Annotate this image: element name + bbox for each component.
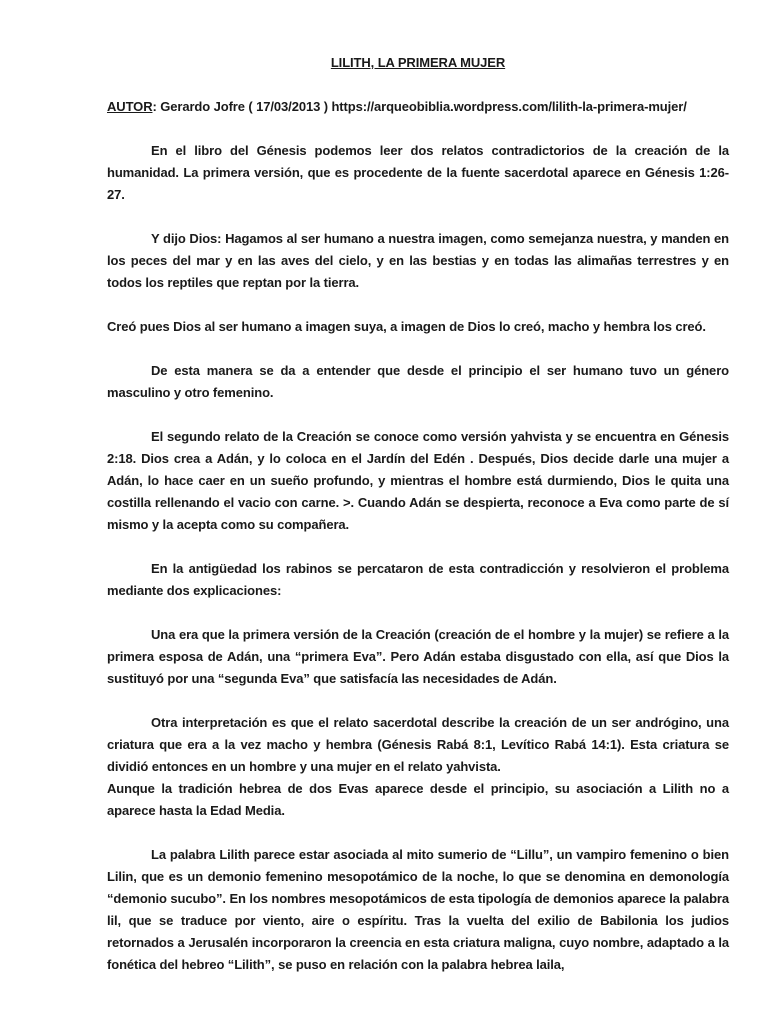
- paragraph-androgynous: Otra interpretación es que el relato sacerdotal describe la creación de un ser andrógino, una criatura que era a la vez macho y hembra (Génesis Rabá 8:1, Levítico Rabá 14:1). Esta criatura se dividió entonces en un hombre y una mujer en el relato yahvista.: [107, 715, 729, 774]
- author-label: AUTOR: [107, 99, 153, 114]
- author-details: : Gerardo Jofre ( 17/03/2013 ) https://arqueobiblia.wordpress.com/lilith-la-primera-mujer/: [152, 99, 687, 114]
- paragraph-lillu: La palabra Lilith parece estar asociada al mito sumerio de “Lillu”, un vampiro femenino o bien Lilin, que es un demonio femenino mesopotámico de la noche, lo que se denomina en demonología “demonio sucubo”. En los nombres mesopotámicos de esta tipología de demonios aparece la palabra lil, que se traduce por viento, aire o espíritu. Tras la vuelta del exilio de Babilonia los judios retornados a Jerusalén incorporaron la creencia en esta criatura maligna, cuyo nombre, adaptado a la fonética del hebreo “Lilith”, se puso en relación con la palabra hebrea laila,: [107, 847, 729, 972]
- paragraph-two-eves: Aunque la tradición hebrea de dos Evas aparece desde el principio, su asociación a Lilith no a aparece hasta la Edad Media.: [107, 781, 729, 818]
- paragraph-gender: De esta manera se da a entender que desde el principio el ser humano tuvo un género masculino y otro femenino.: [107, 363, 729, 400]
- paragraph-creation-quote: Creó pues Dios al ser humano a imagen suya, a imagen de Dios lo creó, macho y hembra los creó.: [107, 319, 706, 334]
- paragraph-genesis-intro: En el libro del Génesis podemos leer dos relatos contradictorios de la creación de la humanidad. La primera versión, que es procedente de la fuente sacerdotal aparece en Génesis 1:26-27.: [107, 143, 729, 202]
- paragraph-rabbis: En la antigüedad los rabinos se percataron de esta contradicción y resolvieron el problema mediante dos explicaciones:: [107, 561, 729, 598]
- document-title: LILITH, LA PRIMERA MUJER: [330, 55, 506, 70]
- paragraph-first-eve: Una era que la primera versión de la Creación (creación de el hombre y la mujer) se refiere a la primera esposa de Adán, una “primera Eva”. Pero Adán estaba disgustado con ella, así que Dios la sustituyó por una “segunda Eva” que satisfacía las necesidades de Adán.: [107, 627, 729, 686]
- author-line: [107, 96, 729, 118]
- document-page: [107, 52, 729, 998]
- paragraph-genesis-quote: Y dijo Dios: Hagamos al ser humano a nuestra imagen, como semejanza nuestra, y manden en los peces del mar y en las aves del cielo, y en las bestias y en todas las alimañas terrestres y en todos los reptiles que reptan por la tierra.: [107, 231, 729, 290]
- paragraph-second-account: El segundo relato de la Creación se conoce como versión yahvista y se encuentra en Génesis 2:18. Dios crea a Adán, y lo coloca en el Jardín del Edén . Después, Dios decide darle una mujer a Adán, lo hace caer en un sueño profundo, y mientras el hombre está durmiendo, Dios le quita una costilla rellenando el vacio con carne. >. Cuando Adán se despierta, reconoce a Eva como parte de sí mismo y la acepta como su compañera.: [107, 429, 729, 532]
